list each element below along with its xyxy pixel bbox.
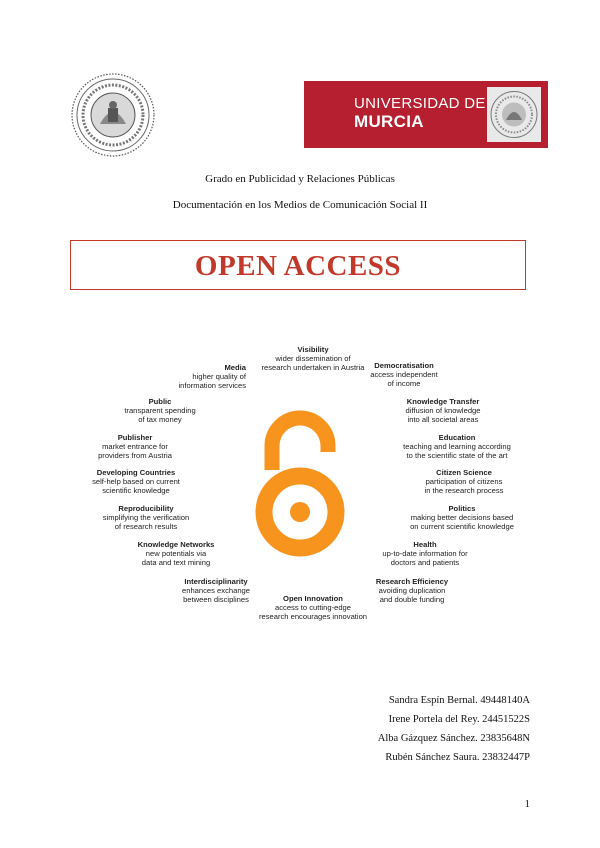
benefit-description: transparent spending	[124, 406, 196, 416]
benefit-description: data and text mining	[141, 558, 211, 568]
benefit-title: Public	[148, 397, 172, 406]
benefit-description: self-help based on current	[92, 477, 180, 487]
benefit-publisher	[98, 433, 172, 461]
benefit-democratisation	[370, 361, 438, 389]
benefit-education	[403, 433, 511, 461]
benefit-politics	[410, 504, 514, 532]
universidad-de-murcia-banner	[304, 81, 548, 148]
document-title: OPEN ACCESS	[194, 250, 402, 282]
benefit-open-innovation	[259, 594, 367, 622]
benefit-title: Politics	[448, 504, 476, 513]
university-name-line2: MURCIA	[354, 112, 424, 131]
benefit-public	[124, 397, 195, 425]
degree-name: Grado en Publicidad y Relaciones Públicas	[205, 173, 395, 185]
university-seal-logo-left	[70, 72, 156, 158]
benefit-description: and double funding	[379, 595, 445, 605]
benefit-description: research encourages innovation	[258, 612, 368, 622]
benefit-description: teaching and learning according	[403, 442, 511, 452]
open-access-lock-icon	[252, 408, 348, 558]
benefit-title: Publisher	[117, 433, 153, 442]
author-line: Sandra Espín Bernal. 49448140A	[388, 695, 530, 706]
benefit-knowledge-networks	[138, 540, 215, 568]
university-name-line1: UNIVERSIDAD DE	[354, 95, 486, 112]
benefit-description: of research results	[114, 522, 178, 532]
benefit-description: of tax money	[138, 415, 182, 425]
benefit-description: simplifying the verification	[102, 513, 190, 523]
benefit-title: Knowledge Networks	[137, 540, 215, 549]
benefit-description: market entrance for	[102, 442, 168, 452]
benefit-title: Research Efficiency	[375, 577, 449, 586]
benefit-title: Citizen Science	[436, 468, 492, 477]
benefit-description: into all societal areas	[407, 415, 479, 425]
benefit-description: to the scientific state of the art	[406, 451, 508, 461]
benefit-description: avoiding duplication	[378, 586, 446, 596]
benefit-description: participation of citizens	[425, 477, 503, 487]
benefit-health	[382, 540, 467, 568]
course-name: Documentación en los Medios de Comunicación Social II	[172, 199, 428, 211]
benefit-title: Education	[438, 433, 476, 442]
benefit-title: Visibility	[297, 345, 329, 354]
benefit-title: Reproducibility	[118, 504, 174, 513]
benefit-description: access to cutting-edge	[275, 603, 351, 613]
benefit-description: enhances exchange	[182, 586, 250, 596]
benefit-description: of income	[387, 379, 421, 389]
benefit-research-efficiency	[376, 577, 448, 605]
page-number: 1	[524, 798, 530, 810]
benefit-description: between disciplines	[183, 595, 249, 605]
benefit-description: new potentials via	[145, 549, 207, 559]
benefit-description: making better decisions based	[410, 513, 514, 523]
benefit-description: scientific knowledge	[102, 486, 170, 496]
benefit-description: providers from Austria	[98, 451, 172, 461]
benefit-title: Media	[224, 363, 246, 372]
benefit-knowledge-transfer	[405, 397, 480, 425]
benefit-developing-countries	[92, 468, 180, 496]
benefit-description: higher quality of	[192, 372, 246, 382]
benefit-description: access independent	[370, 370, 438, 380]
benefit-title: Developing Countries	[96, 468, 176, 477]
benefit-description: research undertaken in Austria	[261, 363, 365, 373]
benefit-description: information services	[178, 381, 246, 391]
benefit-citizen-science	[425, 468, 504, 496]
author-line: Rubén Sánchez Saura. 23832447P	[385, 752, 530, 763]
author-line: Irene Portela del Rey. 24451522S	[388, 714, 530, 725]
benefit-description: doctors and patients	[390, 558, 460, 568]
benefit-reproducibility	[103, 504, 190, 532]
benefit-title: Knowledge Transfer	[406, 397, 480, 406]
benefit-title: Democratisation	[374, 361, 434, 370]
author-line: Alba Gázquez Sánchez. 23835648N	[377, 733, 530, 744]
benefit-title: Interdisciplinarity	[184, 577, 248, 586]
benefit-description: diffusion of knowledge	[405, 406, 481, 416]
benefit-interdisciplinarity	[182, 577, 250, 605]
benefit-description: in the research process	[424, 486, 504, 496]
authors-list	[378, 691, 530, 767]
university-crest-icon	[487, 87, 541, 142]
title-box	[70, 240, 526, 290]
benefit-description: wider dissemination of	[275, 354, 351, 364]
benefit-description: on current scientific knowledge	[410, 522, 514, 532]
benefit-visibility	[262, 345, 365, 373]
benefit-media	[178, 363, 246, 391]
benefit-title: Health	[413, 540, 437, 549]
benefit-description: up-to-date information for	[382, 549, 468, 559]
benefit-title: Open Innovation	[283, 594, 343, 603]
